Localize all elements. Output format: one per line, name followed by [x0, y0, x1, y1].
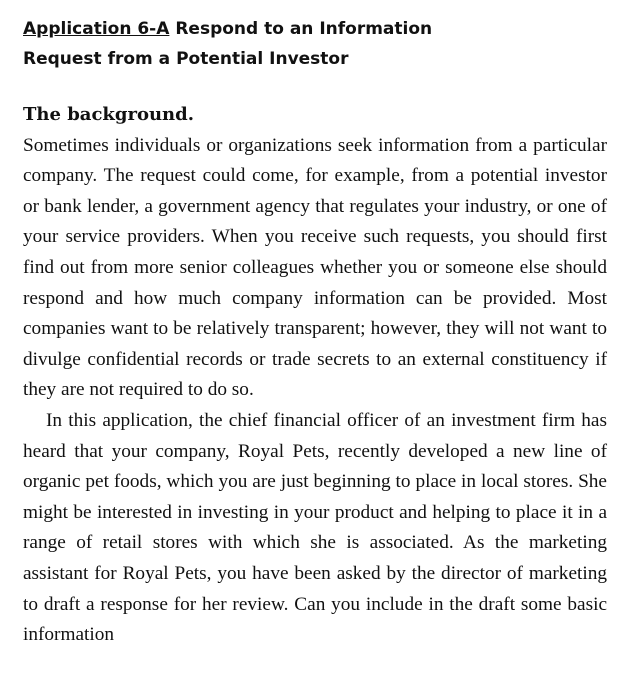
application-heading	[23, 14, 607, 44]
document-page	[23, 14, 607, 651]
background-title: The background.	[23, 104, 194, 125]
application-title-line1: Respond to an Information	[169, 19, 433, 39]
application-title-line2: Request from a Potential Investor	[23, 49, 349, 69]
application-label: Application 6-A	[23, 19, 170, 39]
application-paragraph: In this application, the chief financial officer of an investment firm has heard that your company, Royal Pets, recently developed a new line of organic pet foods, which you are just beginning to place in local stores. She might be interested in investing in your product and helping to place it in a range of retail stores with which she is associated. As the marketing assistant for Royal Pets, you have been asked by the director of marketing to draft a response for her review. Can you include in the draft some basic information	[23, 409, 607, 646]
background-paragraph: Sometimes individuals or organizations seek information from a particular company. The request could come, for example, from a potential investor or bank lender, a government agency that regulates your industry, or one of your service providers. When you receive such requests, you should first find out from more senior colleagues whether you or someone else should respond and how much company information can be provided. Most companies want to be relatively transparent; however, they will not want to divulge confidential records or trade secrets to an external constituency if they are not required to do so.	[23, 134, 607, 401]
